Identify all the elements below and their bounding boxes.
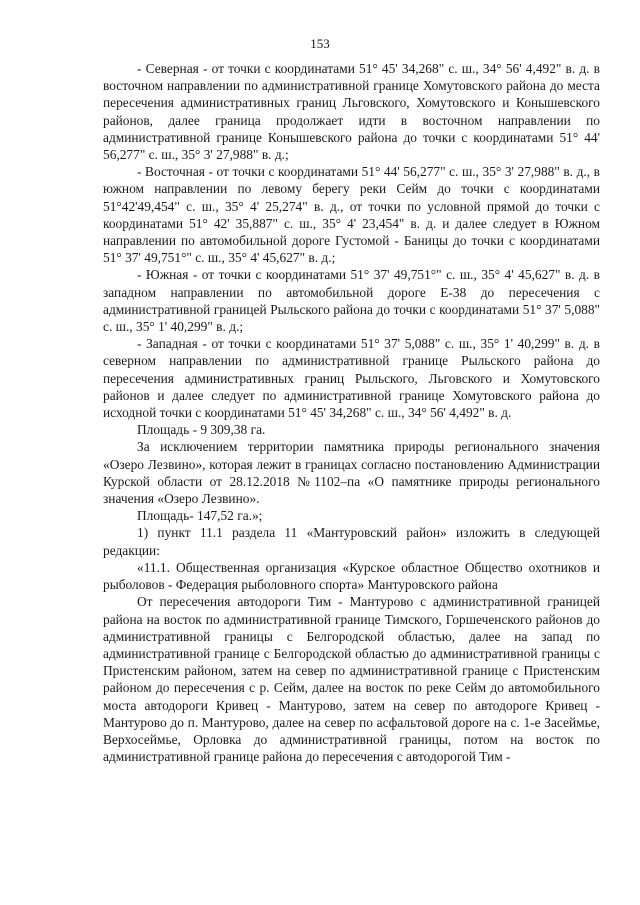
page-number: 153 bbox=[310, 36, 330, 51]
paragraph-exception-area: Площадь- 147,52 га.»; bbox=[137, 508, 263, 524]
paragraph-south-boundary: - Южная - от точки с координатами 51° 37' 49,751°" с. ш., 35° 4' 45,627" в. д. в западном направлении по автомобильной дороге Е-38 до пересечения с административной границей Рыльского района до точки с координатами 51° 37' 5,088" с. ш., 35° 1' 40,299" в. д.; bbox=[103, 267, 600, 335]
paragraph-north-boundary: - Северная - от точки с координатами 51° 45' 34,268" с. ш., 34° 56' 4,492" в. д. в восточном направлении по административной границе Хомутовского района до места пересечения административных границ Льговского, Хомутовского и Конышевского районов, далее граница продолжает идти в восточном направлении по административной границе Конышевского района до точки с координатами 51° 44' 56,277" с. ш., 35° 3' 27,988" в. д.; bbox=[103, 61, 600, 163]
paragraph-west-boundary: - Западная - от точки с координатами 51° 37' 5,088" с. ш., 35° 1' 40,299" в. д. в северном направлении по административной границе Рыльского района до пересечения административных границ Рыльского, Льговского и Хомутовского районов и далее следует по административной границе Хомутовского района до исходной точки с координатами 51° 45' 34,268" с. ш., 34° 56' 4,492" в. д. bbox=[103, 336, 600, 421]
paragraph-amendment: 1) пункт 11.1 раздела 11 «Мантуровский район» изложить в следующей редакции: bbox=[103, 525, 600, 558]
paragraph-exception: За исключением территории памятника природы регионального значения «Озеро Лезвино», которая лежит в границах согласно постановлению Администрации Курской области от 28.12.2018 №1102–па «О памятнике природы регионального значения «Озеро Лезвино». bbox=[103, 439, 600, 507]
paragraph-east-boundary: - Восточная - от точки с координатами 51° 44' 56,277" с. ш., 35° 3' 27,988" в. д., в южном направлении по левому берегу реки Сейм до точки с координатами 51°42'49,454" с. ш., 35° 4' 25,274" в. д., от точки по условной прямой до точки с координатами 51° 42' 35,887" с. ш., 35° 4' 23,454" в. д. и далее следует в Южном направлении по автомобильной дороге Густомой - Баницы до точки с координатами 51° 37' 49,751°" с. ш., 35° 4' 45,627" в. д.; bbox=[103, 164, 600, 266]
paragraph-section-heading: «11.1. Общественная организация «Курское областное Общество охотников и рыболовов - Федерация рыболовного спорта» Мантуровского района bbox=[103, 559, 600, 593]
paragraph-area: Площадь - 9 309,38 га. bbox=[137, 422, 266, 438]
document-body bbox=[103, 60, 600, 765]
paragraph-boundary-description: От пересечения автодороги Тим - Мантурово с административной границей района на восток по административной границе Тимского, Горшеченского районов до административной границы с Белгородской областью, далее на запад по административной границе с Белгородской областью до административной границы с Пристенским районом, затем на север по административной границе с Пристенским районом до пересечения с р. Сейм, далее на восток по реке Сейм до автомобильного моста автодороги Кривец - Мантурово, затем на север по автодороге Кривец - Мантурово до п. Мантурово, далее на север по асфальтовой дороге на с. 1-е Засеймье, Верхосеймье, Орловка до административной границы, потом на восток по административной границе района до пересечения с автодорогой Тим - bbox=[103, 594, 600, 765]
